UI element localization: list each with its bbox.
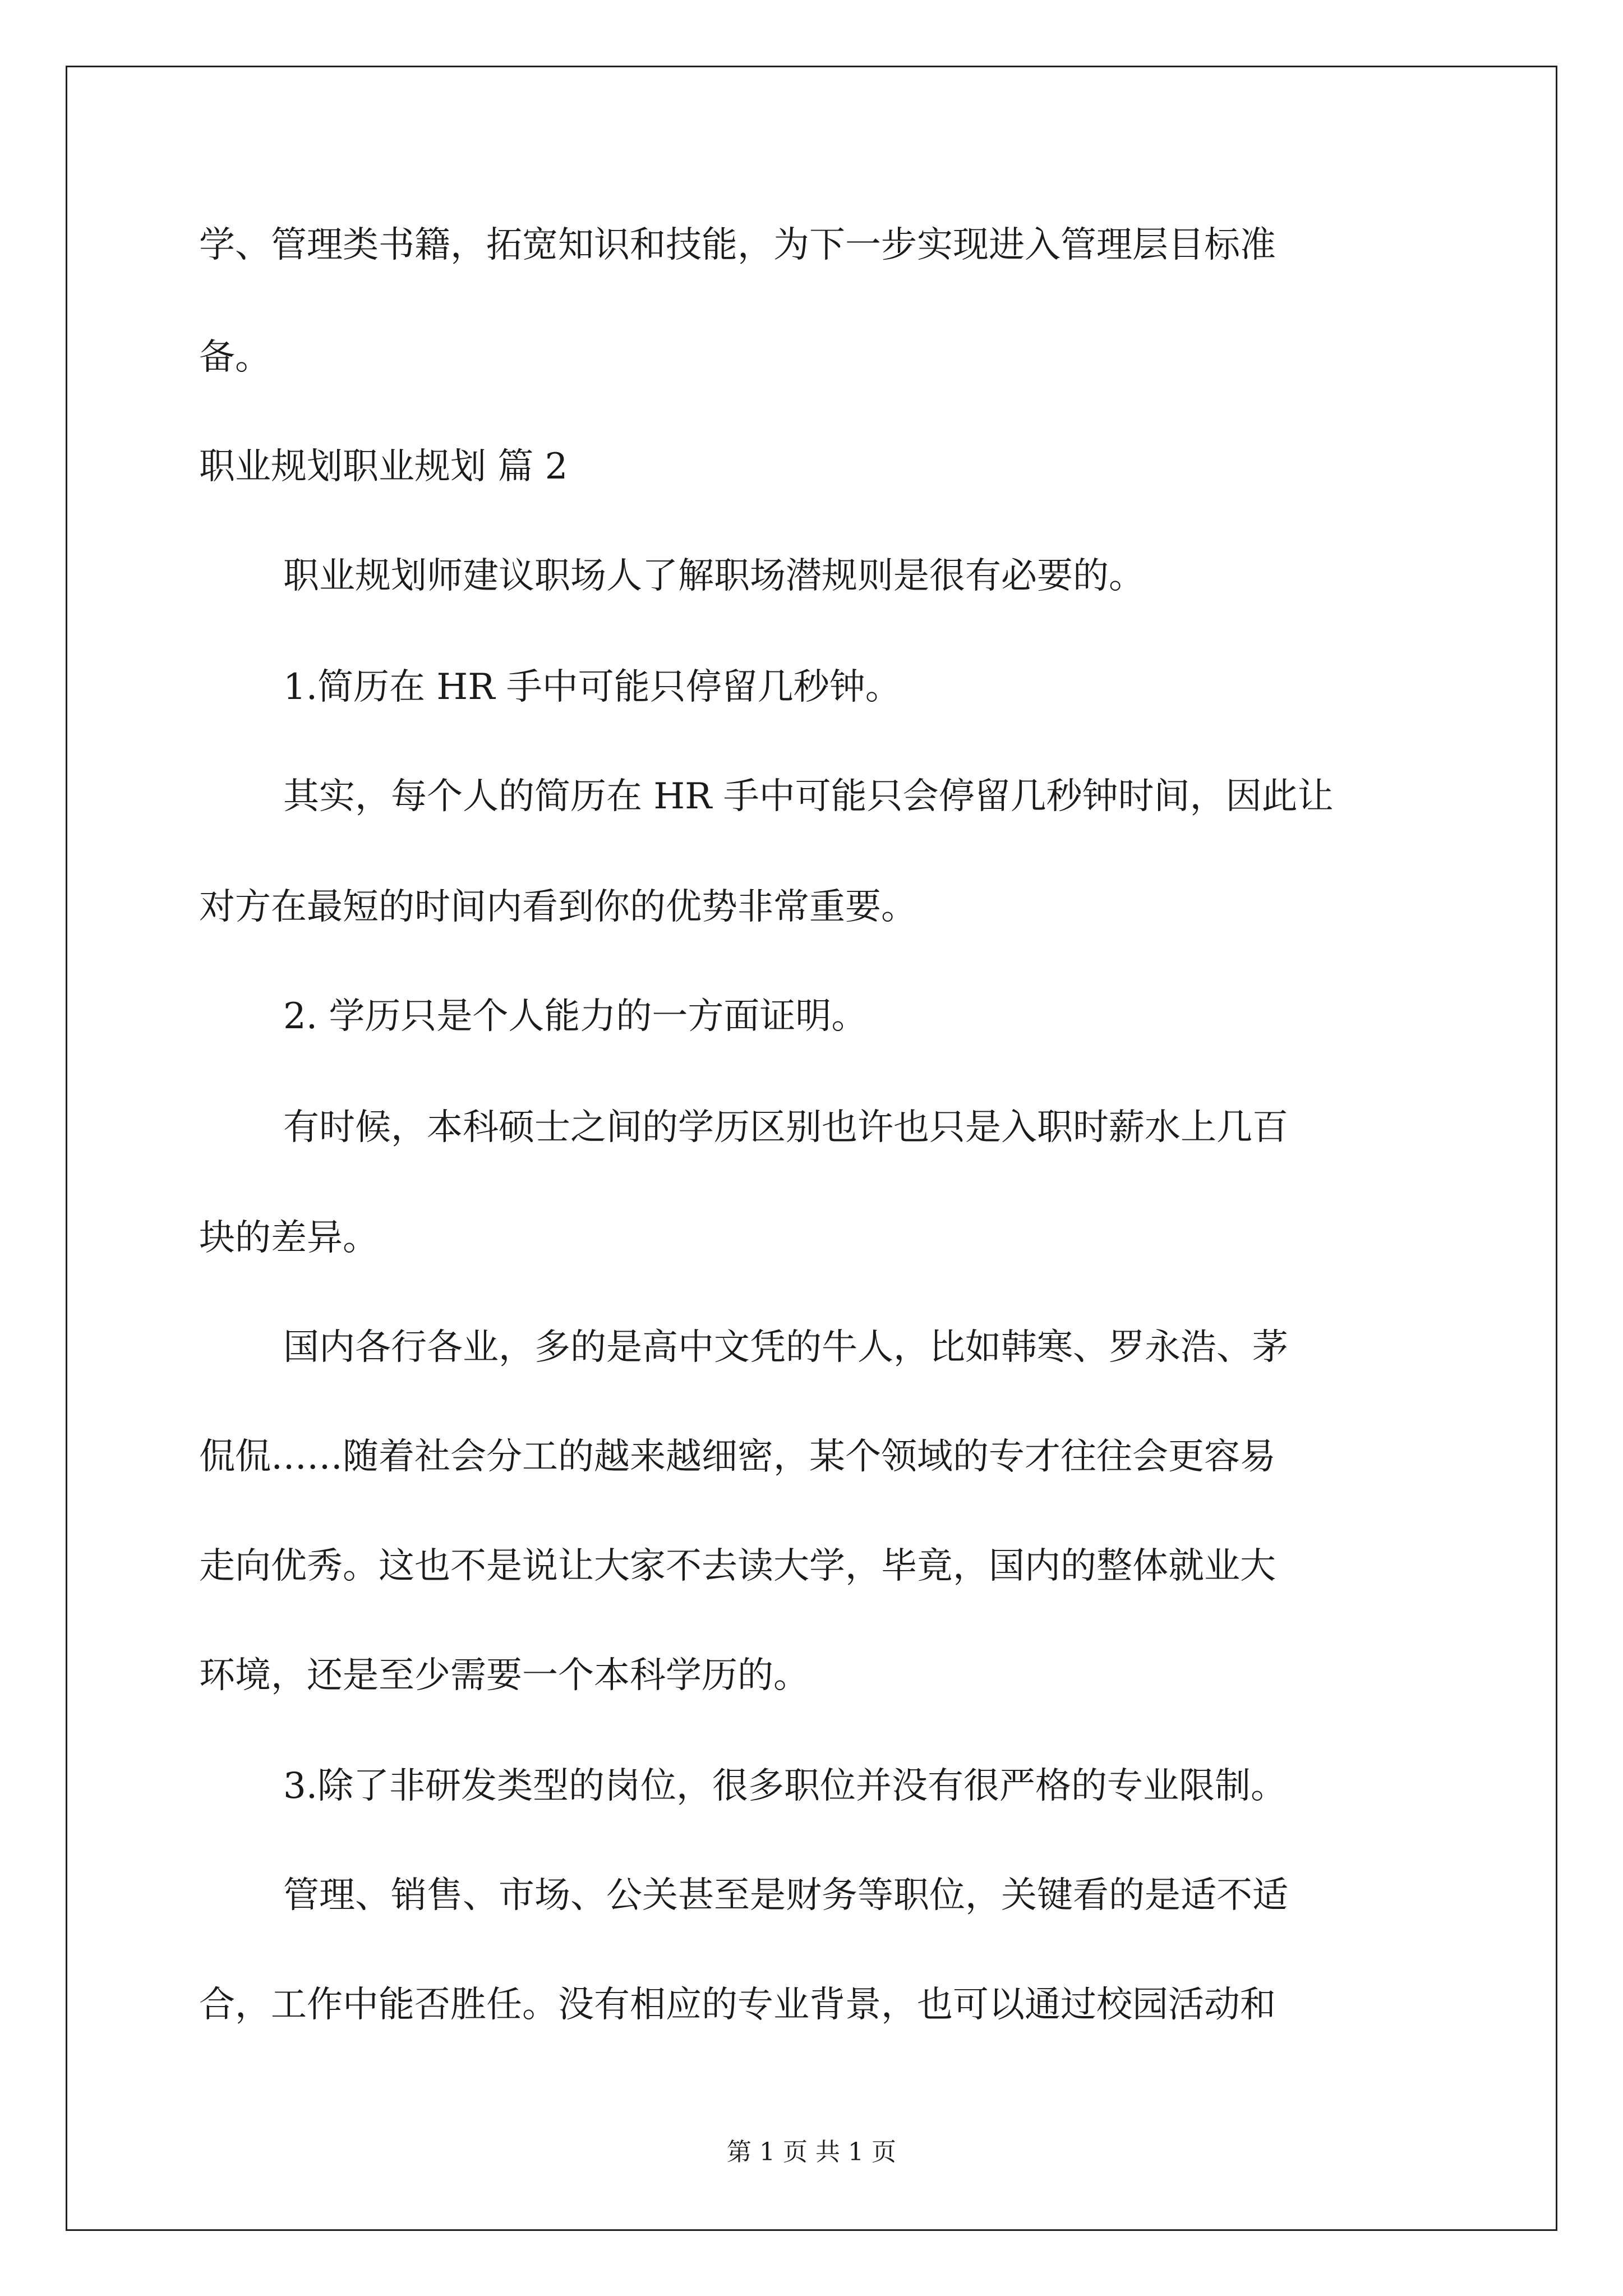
list-item-3: 3.除了非研发类型的岗位，很多职位并没有很严格的专业限制。 [283, 1765, 1287, 1807]
body-line-1: 学、管理类书籍，拓宽知识和技能，为下一步实现进入管理层目标准 [199, 224, 1276, 266]
page-footer: 第 1 页 共 1 页 [727, 2138, 896, 2166]
body-line-11: 环境，还是至少需要一个本科学历的。 [199, 1655, 809, 1696]
body-line-7: 块的差异。 [199, 1217, 379, 1259]
section-heading: 职业规划职业规划 篇 2 [199, 446, 568, 487]
body-line-8: 国内各行各业，多的是高中文凭的牛人，比如韩寒、罗永浩、茅 [283, 1327, 1288, 1368]
body-line-12: 管理、销售、市场、公关甚至是财务等职位，关键看的是适不适 [283, 1875, 1288, 1916]
body-line-10: 走向优秀。这也不是说让大家不去读大学，毕竟，国内的整体就业大 [199, 1545, 1276, 1587]
body-line-3: 职业规划师建议职场人了解职场潜规则是很有必要的。 [283, 555, 1145, 597]
body-line-9: 侃侃……随着社会分工的越来越细密，某个领域的专才往往会更容易 [199, 1436, 1276, 1478]
list-item-1: 1.简历在 HR 手中可能只停留几秒钟。 [283, 666, 901, 708]
body-line-6: 有时候，本科硕士之间的学历区别也许也只是入职时薪水上几百 [283, 1107, 1288, 1148]
body-line-2: 备。 [199, 337, 271, 378]
list-item-2: 2. 学历只是个人能力的一方面证明。 [283, 996, 868, 1037]
body-line-13: 合，工作中能否胜任。没有相应的专业背景，也可以通过校园活动和 [199, 1984, 1276, 2026]
body-line-5: 对方在最短的时间内看到你的优势非常重要。 [199, 886, 917, 928]
body-line-4: 其实，每个人的简历在 HR 手中可能只会停留几秒钟时间，因此让 [283, 776, 1334, 817]
